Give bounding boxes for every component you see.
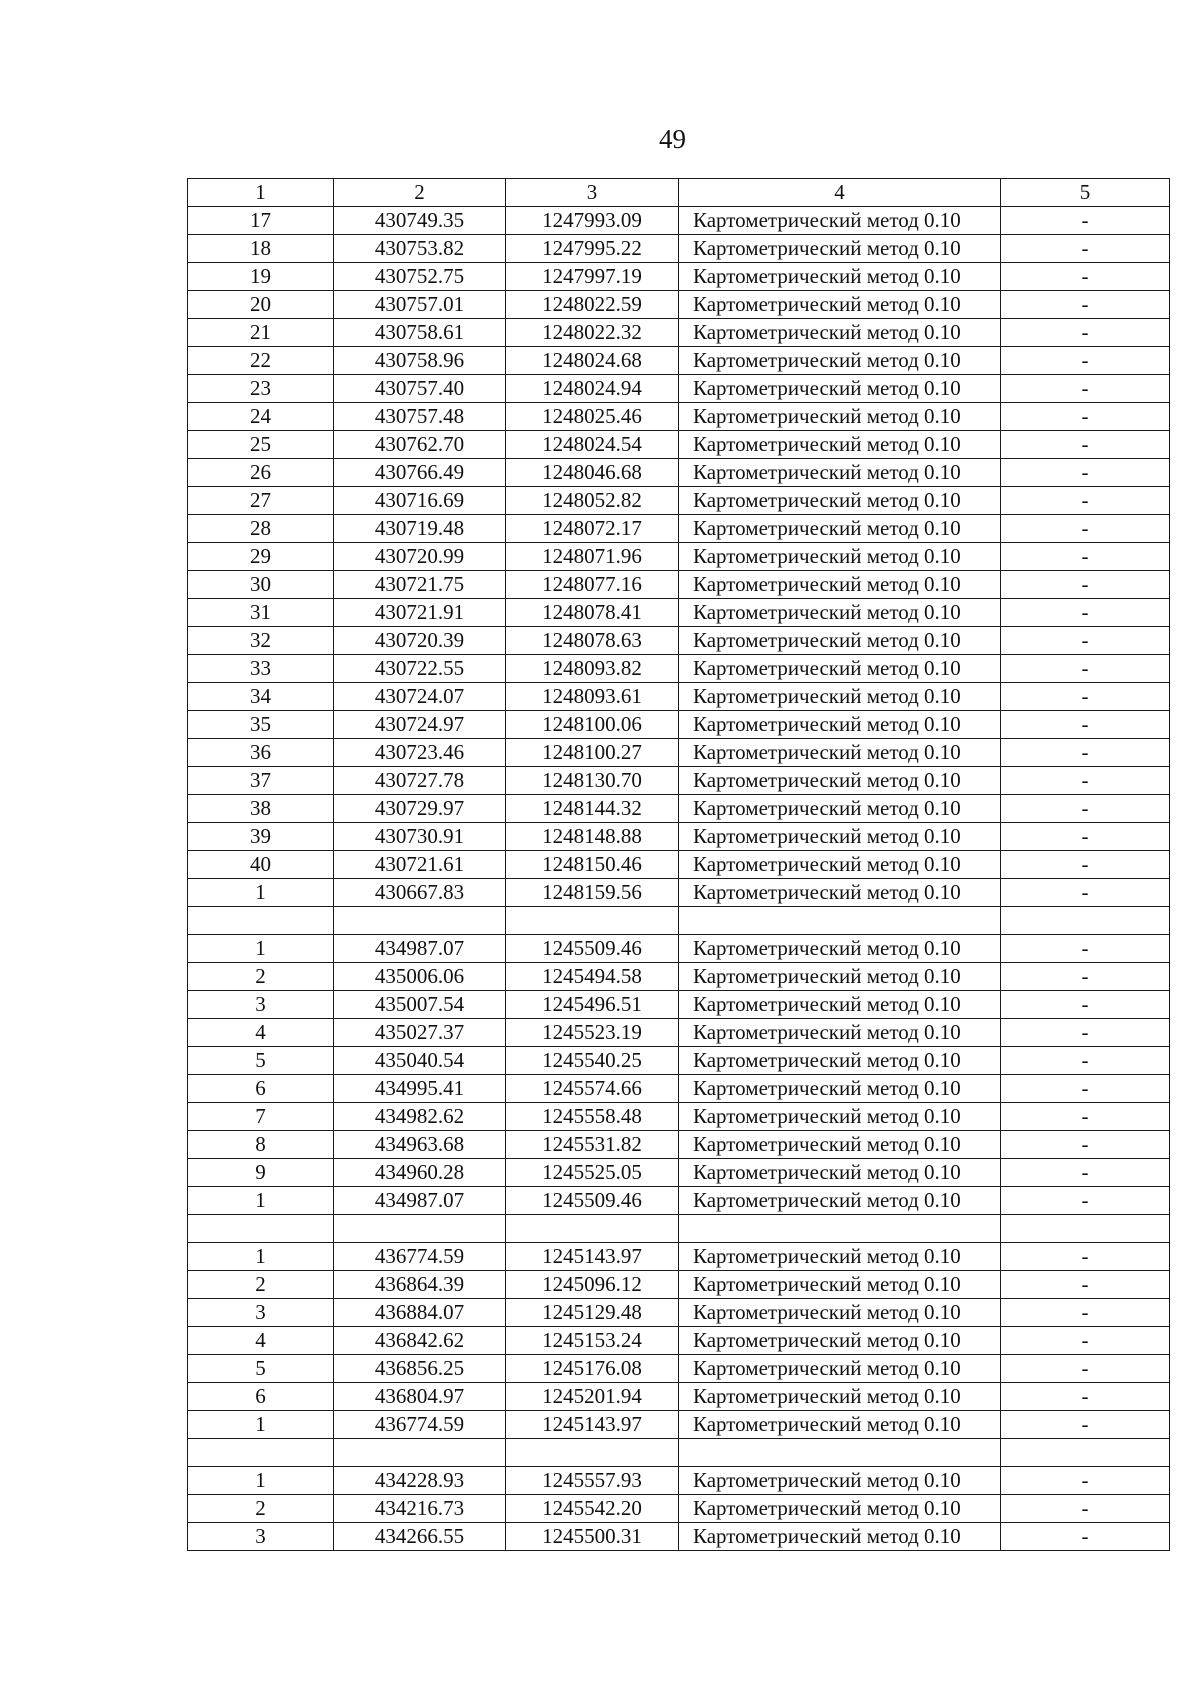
table-row bbox=[188, 543, 1170, 571]
point-number-cell: 26 bbox=[188, 459, 334, 487]
method-cell: Картометрический метод 0.10 bbox=[679, 263, 1001, 291]
y-coordinate-cell: 1248093.61 bbox=[506, 683, 679, 711]
point-number-cell: 3 bbox=[188, 1522, 334, 1550]
table-row bbox=[188, 431, 1170, 459]
point-number-cell: 20 bbox=[188, 291, 334, 319]
y-coordinate-cell: 1245500.31 bbox=[506, 1522, 679, 1550]
note-cell: - bbox=[1001, 1186, 1170, 1214]
point-number-cell: 8 bbox=[188, 1130, 334, 1158]
method-cell: Картометрический метод 0.10 bbox=[679, 347, 1001, 375]
table-row bbox=[188, 235, 1170, 263]
x-coordinate-cell: 430749.35 bbox=[334, 207, 506, 235]
note-cell: - bbox=[1001, 1130, 1170, 1158]
note-cell: - bbox=[1001, 795, 1170, 823]
point-number-cell: 1 bbox=[188, 1410, 334, 1438]
table-row bbox=[188, 990, 1170, 1018]
header-cell-4: 4 bbox=[679, 179, 1001, 207]
y-coordinate-cell: 1248130.70 bbox=[506, 767, 679, 795]
method-cell: Картометрический метод 0.10 bbox=[679, 235, 1001, 263]
point-number-cell: 34 bbox=[188, 683, 334, 711]
table-row bbox=[188, 1522, 1170, 1550]
x-coordinate-cell: 435006.06 bbox=[334, 962, 506, 990]
note-cell: - bbox=[1001, 1270, 1170, 1298]
point-number-cell: 1 bbox=[188, 1186, 334, 1214]
x-coordinate-cell: 434982.62 bbox=[334, 1102, 506, 1130]
note-cell: - bbox=[1001, 571, 1170, 599]
x-coordinate-cell: 430722.55 bbox=[334, 655, 506, 683]
note-cell: - bbox=[1001, 1018, 1170, 1046]
point-number-cell: 28 bbox=[188, 515, 334, 543]
x-coordinate-cell: 434228.93 bbox=[334, 1466, 506, 1494]
table-row bbox=[188, 1102, 1170, 1130]
point-number-cell: 18 bbox=[188, 235, 334, 263]
x-coordinate-cell: 434987.07 bbox=[334, 934, 506, 962]
method-cell: Картометрический метод 0.10 bbox=[679, 767, 1001, 795]
table-row bbox=[188, 655, 1170, 683]
note-cell: - bbox=[1001, 291, 1170, 319]
y-coordinate-cell bbox=[506, 1438, 679, 1466]
y-coordinate-cell: 1248072.17 bbox=[506, 515, 679, 543]
point-number-cell: 22 bbox=[188, 347, 334, 375]
x-coordinate-cell: 430752.75 bbox=[334, 263, 506, 291]
method-cell: Картометрический метод 0.10 bbox=[679, 207, 1001, 235]
point-number-cell: 2 bbox=[188, 962, 334, 990]
note-cell: - bbox=[1001, 599, 1170, 627]
point-number-cell: 25 bbox=[188, 431, 334, 459]
y-coordinate-cell: 1245143.97 bbox=[506, 1410, 679, 1438]
method-cell: Картометрический метод 0.10 bbox=[679, 627, 1001, 655]
y-coordinate-cell: 1248144.32 bbox=[506, 795, 679, 823]
note-cell: - bbox=[1001, 207, 1170, 235]
table-header-row bbox=[188, 179, 1170, 207]
x-coordinate-cell: 434216.73 bbox=[334, 1494, 506, 1522]
method-cell: Картометрический метод 0.10 bbox=[679, 459, 1001, 487]
method-cell: Картометрический метод 0.10 bbox=[679, 487, 1001, 515]
table-row bbox=[188, 767, 1170, 795]
method-cell: Картометрический метод 0.10 bbox=[679, 1298, 1001, 1326]
x-coordinate-cell: 434266.55 bbox=[334, 1522, 506, 1550]
note-cell: - bbox=[1001, 1074, 1170, 1102]
table-row bbox=[188, 1130, 1170, 1158]
point-number-cell: 17 bbox=[188, 207, 334, 235]
table-row bbox=[188, 571, 1170, 599]
method-cell: Картометрический метод 0.10 bbox=[679, 515, 1001, 543]
y-coordinate-cell bbox=[506, 1214, 679, 1242]
method-cell: Картометрический метод 0.10 bbox=[679, 990, 1001, 1018]
y-coordinate-cell: 1248148.88 bbox=[506, 823, 679, 851]
point-number-cell: 6 bbox=[188, 1382, 334, 1410]
note-cell: - bbox=[1001, 263, 1170, 291]
y-coordinate-cell: 1248078.41 bbox=[506, 599, 679, 627]
x-coordinate-cell: 430757.48 bbox=[334, 403, 506, 431]
note-cell: - bbox=[1001, 1102, 1170, 1130]
y-coordinate-cell: 1248046.68 bbox=[506, 459, 679, 487]
method-cell: Картометрический метод 0.10 bbox=[679, 683, 1001, 711]
note-cell: - bbox=[1001, 823, 1170, 851]
y-coordinate-cell: 1245509.46 bbox=[506, 1186, 679, 1214]
note-cell: - bbox=[1001, 990, 1170, 1018]
note-cell: - bbox=[1001, 515, 1170, 543]
point-number-cell: 1 bbox=[188, 1242, 334, 1270]
note-cell: - bbox=[1001, 235, 1170, 263]
x-coordinate-cell: 430757.01 bbox=[334, 291, 506, 319]
note-cell: - bbox=[1001, 711, 1170, 739]
note-cell: - bbox=[1001, 879, 1170, 907]
x-coordinate-cell: 436856.25 bbox=[334, 1354, 506, 1382]
method-cell: Картометрический метод 0.10 bbox=[679, 739, 1001, 767]
table-row bbox=[188, 1494, 1170, 1522]
point-number-cell: 5 bbox=[188, 1354, 334, 1382]
table-row bbox=[188, 319, 1170, 347]
note-cell bbox=[1001, 1438, 1170, 1466]
y-coordinate-cell: 1248077.16 bbox=[506, 571, 679, 599]
note-cell: - bbox=[1001, 962, 1170, 990]
x-coordinate-cell: 436774.59 bbox=[334, 1410, 506, 1438]
point-number-cell: 24 bbox=[188, 403, 334, 431]
x-coordinate-cell bbox=[334, 1438, 506, 1466]
table-row bbox=[188, 823, 1170, 851]
x-coordinate-cell: 434995.41 bbox=[334, 1074, 506, 1102]
x-coordinate-cell: 430753.82 bbox=[334, 235, 506, 263]
method-cell: Картометрический метод 0.10 bbox=[679, 403, 1001, 431]
y-coordinate-cell: 1245096.12 bbox=[506, 1270, 679, 1298]
y-coordinate-cell: 1245574.66 bbox=[506, 1074, 679, 1102]
table-row bbox=[188, 1466, 1170, 1494]
point-number-cell: 1 bbox=[188, 1466, 334, 1494]
method-cell: Картометрический метод 0.10 bbox=[679, 1410, 1001, 1438]
x-coordinate-cell: 430729.97 bbox=[334, 795, 506, 823]
x-coordinate-cell: 436884.07 bbox=[334, 1298, 506, 1326]
method-cell: Картометрический метод 0.10 bbox=[679, 1354, 1001, 1382]
y-coordinate-cell: 1247997.19 bbox=[506, 263, 679, 291]
point-number-cell bbox=[188, 1438, 334, 1466]
x-coordinate-cell: 430724.07 bbox=[334, 683, 506, 711]
method-cell: Картометрический метод 0.10 bbox=[679, 1466, 1001, 1494]
point-number-cell: 9 bbox=[188, 1158, 334, 1186]
note-cell: - bbox=[1001, 767, 1170, 795]
y-coordinate-cell: 1248159.56 bbox=[506, 879, 679, 907]
y-coordinate-cell: 1245557.93 bbox=[506, 1466, 679, 1494]
point-number-cell: 7 bbox=[188, 1102, 334, 1130]
x-coordinate-cell: 430721.61 bbox=[334, 851, 506, 879]
note-cell bbox=[1001, 907, 1170, 935]
x-coordinate-cell: 436804.97 bbox=[334, 1382, 506, 1410]
table-row bbox=[188, 1074, 1170, 1102]
table-row bbox=[188, 879, 1170, 907]
table-row bbox=[188, 487, 1170, 515]
point-number-cell: 23 bbox=[188, 375, 334, 403]
method-cell bbox=[679, 907, 1001, 935]
y-coordinate-cell: 1248078.63 bbox=[506, 627, 679, 655]
point-number-cell: 31 bbox=[188, 599, 334, 627]
note-cell: - bbox=[1001, 851, 1170, 879]
x-coordinate-cell: 434987.07 bbox=[334, 1186, 506, 1214]
y-coordinate-cell: 1245176.08 bbox=[506, 1354, 679, 1382]
table-row bbox=[188, 1382, 1170, 1410]
y-coordinate-cell: 1248093.82 bbox=[506, 655, 679, 683]
y-coordinate-cell: 1248025.46 bbox=[506, 403, 679, 431]
table-row bbox=[188, 795, 1170, 823]
point-number-cell: 36 bbox=[188, 739, 334, 767]
point-number-cell: 6 bbox=[188, 1074, 334, 1102]
x-coordinate-cell: 430762.70 bbox=[334, 431, 506, 459]
table-row bbox=[188, 459, 1170, 487]
x-coordinate-cell: 430757.40 bbox=[334, 375, 506, 403]
y-coordinate-cell bbox=[506, 907, 679, 935]
note-cell: - bbox=[1001, 1410, 1170, 1438]
method-cell: Картометрический метод 0.10 bbox=[679, 934, 1001, 962]
point-number-cell: 4 bbox=[188, 1326, 334, 1354]
x-coordinate-cell: 435007.54 bbox=[334, 990, 506, 1018]
note-cell: - bbox=[1001, 627, 1170, 655]
y-coordinate-cell: 1245496.51 bbox=[506, 990, 679, 1018]
method-cell: Картометрический метод 0.10 bbox=[679, 319, 1001, 347]
x-coordinate-cell: 435027.37 bbox=[334, 1018, 506, 1046]
note-cell: - bbox=[1001, 683, 1170, 711]
point-number-cell: 2 bbox=[188, 1270, 334, 1298]
table-row bbox=[188, 711, 1170, 739]
x-coordinate-cell: 430766.49 bbox=[334, 459, 506, 487]
table-row bbox=[188, 627, 1170, 655]
table-body bbox=[188, 207, 1170, 1551]
point-number-cell: 38 bbox=[188, 795, 334, 823]
method-cell: Картометрический метод 0.10 bbox=[679, 1382, 1001, 1410]
method-cell bbox=[679, 1214, 1001, 1242]
note-cell: - bbox=[1001, 1382, 1170, 1410]
note-cell: - bbox=[1001, 1466, 1170, 1494]
table-row bbox=[188, 1214, 1170, 1242]
method-cell: Картометрический метод 0.10 bbox=[679, 1074, 1001, 1102]
x-coordinate-cell: 430730.91 bbox=[334, 823, 506, 851]
table-row bbox=[188, 599, 1170, 627]
note-cell: - bbox=[1001, 1242, 1170, 1270]
point-number-cell: 39 bbox=[188, 823, 334, 851]
note-cell: - bbox=[1001, 375, 1170, 403]
x-coordinate-cell: 430727.78 bbox=[334, 767, 506, 795]
y-coordinate-cell: 1245542.20 bbox=[506, 1494, 679, 1522]
table-row bbox=[188, 1018, 1170, 1046]
y-coordinate-cell: 1247995.22 bbox=[506, 235, 679, 263]
x-coordinate-cell: 434960.28 bbox=[334, 1158, 506, 1186]
point-number-cell bbox=[188, 1214, 334, 1242]
method-cell: Картометрический метод 0.10 bbox=[679, 823, 1001, 851]
table-row bbox=[188, 962, 1170, 990]
point-number-cell: 19 bbox=[188, 263, 334, 291]
x-coordinate-cell: 430720.99 bbox=[334, 543, 506, 571]
method-cell: Картометрический метод 0.10 bbox=[679, 1046, 1001, 1074]
point-number-cell: 2 bbox=[188, 1494, 334, 1522]
method-cell bbox=[679, 1438, 1001, 1466]
y-coordinate-cell: 1248024.94 bbox=[506, 375, 679, 403]
note-cell: - bbox=[1001, 1354, 1170, 1382]
method-cell: Картометрический метод 0.10 bbox=[679, 1158, 1001, 1186]
method-cell: Картометрический метод 0.10 bbox=[679, 599, 1001, 627]
table-row bbox=[188, 207, 1170, 235]
point-number-cell: 29 bbox=[188, 543, 334, 571]
x-coordinate-cell: 436864.39 bbox=[334, 1270, 506, 1298]
method-cell: Картометрический метод 0.10 bbox=[679, 1130, 1001, 1158]
y-coordinate-cell: 1248024.68 bbox=[506, 347, 679, 375]
x-coordinate-cell: 430723.46 bbox=[334, 739, 506, 767]
x-coordinate-cell: 434963.68 bbox=[334, 1130, 506, 1158]
table-row bbox=[188, 515, 1170, 543]
table-row bbox=[188, 375, 1170, 403]
note-cell: - bbox=[1001, 543, 1170, 571]
point-number-cell: 1 bbox=[188, 934, 334, 962]
note-cell: - bbox=[1001, 431, 1170, 459]
y-coordinate-cell: 1245129.48 bbox=[506, 1298, 679, 1326]
x-coordinate-cell: 430721.91 bbox=[334, 599, 506, 627]
table-row bbox=[188, 851, 1170, 879]
note-cell: - bbox=[1001, 655, 1170, 683]
method-cell: Картометрический метод 0.10 bbox=[679, 879, 1001, 907]
table-row bbox=[188, 1326, 1170, 1354]
x-coordinate-cell: 430716.69 bbox=[334, 487, 506, 515]
point-number-cell: 21 bbox=[188, 319, 334, 347]
point-number-cell: 30 bbox=[188, 571, 334, 599]
point-number-cell: 1 bbox=[188, 879, 334, 907]
x-coordinate-cell: 436774.59 bbox=[334, 1242, 506, 1270]
table-row bbox=[188, 739, 1170, 767]
point-number-cell: 33 bbox=[188, 655, 334, 683]
note-cell: - bbox=[1001, 459, 1170, 487]
table-row bbox=[188, 263, 1170, 291]
method-cell: Картометрический метод 0.10 bbox=[679, 1326, 1001, 1354]
y-coordinate-cell: 1248071.96 bbox=[506, 543, 679, 571]
table-row bbox=[188, 1298, 1170, 1326]
method-cell: Картометрический метод 0.10 bbox=[679, 1494, 1001, 1522]
method-cell: Картометрический метод 0.10 bbox=[679, 1018, 1001, 1046]
method-cell: Картометрический метод 0.10 bbox=[679, 431, 1001, 459]
table-row bbox=[188, 1158, 1170, 1186]
method-cell: Картометрический метод 0.10 bbox=[679, 1242, 1001, 1270]
table-row bbox=[188, 1242, 1170, 1270]
point-number-cell: 3 bbox=[188, 990, 334, 1018]
table-row bbox=[188, 1270, 1170, 1298]
y-coordinate-cell: 1248100.06 bbox=[506, 711, 679, 739]
y-coordinate-cell: 1248022.59 bbox=[506, 291, 679, 319]
point-number-cell: 27 bbox=[188, 487, 334, 515]
note-cell: - bbox=[1001, 1522, 1170, 1550]
point-number-cell: 40 bbox=[188, 851, 334, 879]
note-cell: - bbox=[1001, 1046, 1170, 1074]
header-cell-5: 5 bbox=[1001, 179, 1170, 207]
note-cell: - bbox=[1001, 1326, 1170, 1354]
note-cell bbox=[1001, 1214, 1170, 1242]
x-coordinate-cell: 430721.75 bbox=[334, 571, 506, 599]
method-cell: Картометрический метод 0.10 bbox=[679, 571, 1001, 599]
x-coordinate-cell: 430758.61 bbox=[334, 319, 506, 347]
header-cell-2: 2 bbox=[334, 179, 506, 207]
x-coordinate-cell bbox=[334, 907, 506, 935]
method-cell: Картометрический метод 0.10 bbox=[679, 1102, 1001, 1130]
note-cell: - bbox=[1001, 934, 1170, 962]
table-row bbox=[188, 291, 1170, 319]
y-coordinate-cell: 1245153.24 bbox=[506, 1326, 679, 1354]
y-coordinate-cell: 1245494.58 bbox=[506, 962, 679, 990]
method-cell: Картометрический метод 0.10 bbox=[679, 1186, 1001, 1214]
table-row bbox=[188, 1410, 1170, 1438]
method-cell: Картометрический метод 0.10 bbox=[679, 851, 1001, 879]
note-cell: - bbox=[1001, 1494, 1170, 1522]
point-number-cell: 5 bbox=[188, 1046, 334, 1074]
method-cell: Картометрический метод 0.10 bbox=[679, 375, 1001, 403]
table-row bbox=[188, 907, 1170, 935]
table-row bbox=[188, 403, 1170, 431]
y-coordinate-cell: 1245540.25 bbox=[506, 1046, 679, 1074]
table-row bbox=[188, 1354, 1170, 1382]
y-coordinate-cell: 1248100.27 bbox=[506, 739, 679, 767]
point-number-cell: 32 bbox=[188, 627, 334, 655]
x-coordinate-cell bbox=[334, 1214, 506, 1242]
y-coordinate-cell: 1248052.82 bbox=[506, 487, 679, 515]
method-cell: Картометрический метод 0.10 bbox=[679, 962, 1001, 990]
coordinates-table bbox=[187, 178, 1170, 1551]
point-number-cell: 37 bbox=[188, 767, 334, 795]
table-row bbox=[188, 1438, 1170, 1466]
point-number-cell: 3 bbox=[188, 1298, 334, 1326]
method-cell: Картометрический метод 0.10 bbox=[679, 795, 1001, 823]
table-row bbox=[188, 683, 1170, 711]
note-cell: - bbox=[1001, 347, 1170, 375]
y-coordinate-cell: 1247993.09 bbox=[506, 207, 679, 235]
x-coordinate-cell: 430667.83 bbox=[334, 879, 506, 907]
method-cell: Картометрический метод 0.10 bbox=[679, 655, 1001, 683]
point-number-cell: 4 bbox=[188, 1018, 334, 1046]
method-cell: Картометрический метод 0.10 bbox=[679, 1270, 1001, 1298]
header-cell-3: 3 bbox=[506, 179, 679, 207]
point-number-cell bbox=[188, 907, 334, 935]
y-coordinate-cell: 1248024.54 bbox=[506, 431, 679, 459]
x-coordinate-cell: 430719.48 bbox=[334, 515, 506, 543]
table-row bbox=[188, 347, 1170, 375]
y-coordinate-cell: 1245558.48 bbox=[506, 1102, 679, 1130]
note-cell: - bbox=[1001, 1298, 1170, 1326]
note-cell: - bbox=[1001, 403, 1170, 431]
y-coordinate-cell: 1245201.94 bbox=[506, 1382, 679, 1410]
x-coordinate-cell: 436842.62 bbox=[334, 1326, 506, 1354]
y-coordinate-cell: 1248022.32 bbox=[506, 319, 679, 347]
x-coordinate-cell: 430758.96 bbox=[334, 347, 506, 375]
table-row bbox=[188, 934, 1170, 962]
note-cell: - bbox=[1001, 319, 1170, 347]
method-cell: Картометрический метод 0.10 bbox=[679, 1522, 1001, 1550]
y-coordinate-cell: 1245523.19 bbox=[506, 1018, 679, 1046]
note-cell: - bbox=[1001, 1158, 1170, 1186]
note-cell: - bbox=[1001, 487, 1170, 515]
note-cell: - bbox=[1001, 739, 1170, 767]
table-row bbox=[188, 1046, 1170, 1074]
method-cell: Картометрический метод 0.10 bbox=[679, 291, 1001, 319]
y-coordinate-cell: 1248150.46 bbox=[506, 851, 679, 879]
page-number: 49 bbox=[659, 124, 686, 154]
x-coordinate-cell: 435040.54 bbox=[334, 1046, 506, 1074]
x-coordinate-cell: 430724.97 bbox=[334, 711, 506, 739]
point-number-cell: 35 bbox=[188, 711, 334, 739]
y-coordinate-cell: 1245509.46 bbox=[506, 934, 679, 962]
method-cell: Картометрический метод 0.10 bbox=[679, 711, 1001, 739]
table-row bbox=[188, 1186, 1170, 1214]
x-coordinate-cell: 430720.39 bbox=[334, 627, 506, 655]
y-coordinate-cell: 1245525.05 bbox=[506, 1158, 679, 1186]
method-cell: Картометрический метод 0.10 bbox=[679, 543, 1001, 571]
y-coordinate-cell: 1245531.82 bbox=[506, 1130, 679, 1158]
y-coordinate-cell: 1245143.97 bbox=[506, 1242, 679, 1270]
header-cell-1: 1 bbox=[188, 179, 334, 207]
